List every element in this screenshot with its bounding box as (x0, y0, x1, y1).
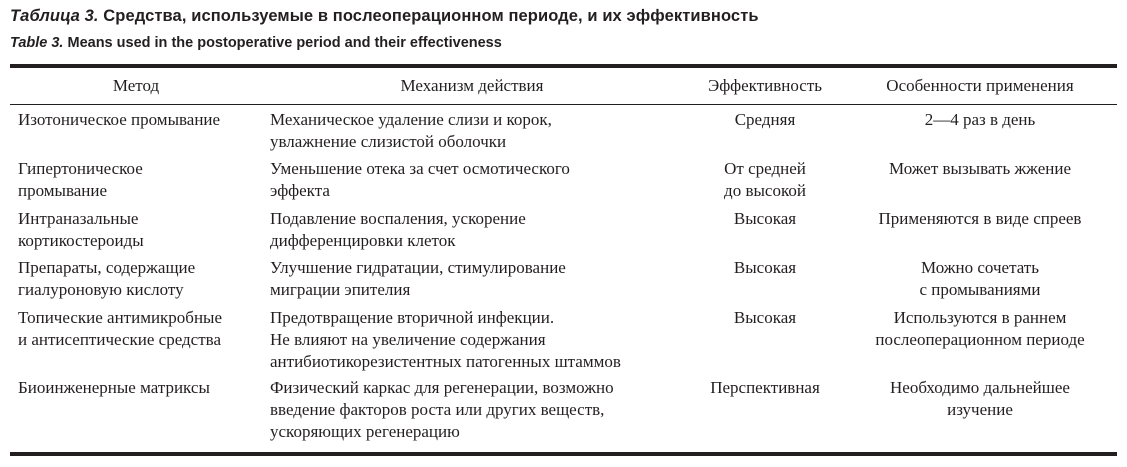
cell-effectiveness: Высокая (733, 209, 797, 228)
cell-method: гиалуроновую кислоту (18, 280, 184, 299)
column-header-features: Особенности применения (886, 76, 1074, 95)
caption-text-ru: Средства, используемые в послеоперационном периоде, и их эффективность (98, 7, 759, 25)
table-header-rule (10, 104, 1117, 105)
cell-features: 2—4 раз в день (924, 110, 1036, 129)
cell-method: Изотоническое промывание (18, 110, 221, 129)
column-header-mechanism: Механизм действия (400, 76, 544, 95)
cell-method: Препараты, содержащие (18, 258, 196, 277)
cell-features: Может вызывать жжение (889, 159, 1071, 178)
cell-mechanism: Предотвращение вторичной инфекции. (270, 308, 555, 327)
table-bottom-rule (10, 452, 1117, 456)
cell-features: послеоперационном периоде (875, 330, 1085, 349)
cell-mechanism: эффекта (270, 181, 330, 200)
cell-mechanism: Уменьшение отека за счет осмотического (270, 159, 570, 178)
cell-features: Необходимо дальнейшее (890, 378, 1070, 397)
cell-mechanism: Улучшение гидратации, стимулирование (270, 258, 566, 277)
cell-effectiveness: От средней (724, 159, 806, 178)
cell-mechanism: увлажнение слизистой оболочки (270, 132, 507, 151)
cell-method: промывание (18, 181, 108, 200)
cell-mechanism: Не влияют на увеличение содержания (270, 330, 546, 349)
cell-features: Применяются в виде спреев (878, 209, 1082, 228)
cell-effectiveness: Высокая (733, 308, 797, 327)
cell-mechanism: Подавление воспаления, ускорение (270, 209, 526, 228)
cell-effectiveness: до высокой (724, 181, 806, 200)
cell-features: изучение (947, 400, 1013, 419)
table-caption-ru (10, 7, 759, 26)
caption-label-en: Table 3. (10, 35, 64, 51)
column-header-method: Метод (112, 76, 160, 95)
cell-method: Топические антимикробные (18, 308, 223, 327)
caption-label-ru: Таблица 3. (10, 7, 99, 25)
column-header-effectiveness: Эффективность (707, 76, 823, 95)
cell-features: Можно сочетать (921, 258, 1039, 277)
cell-effectiveness: Перспективная (710, 378, 820, 397)
caption-text-en: Means used in the postoperative period and their effectiveness (63, 35, 502, 51)
cell-features: Используются в раннем (893, 308, 1067, 327)
cell-effectiveness: Средняя (734, 110, 796, 129)
cell-effectiveness: Высокая (733, 258, 797, 277)
cell-features: с промываниями (919, 280, 1041, 299)
cell-mechanism: введение факторов роста или других веществ, (270, 400, 605, 419)
cell-mechanism: дифференцировки клеток (270, 231, 456, 250)
cell-method: Интраназальные (18, 209, 139, 228)
cell-method: кортикостероиды (18, 231, 144, 250)
cell-mechanism: миграции эпителия (270, 280, 411, 299)
table-caption-en (10, 35, 502, 51)
cell-mechanism: антибиотикорезистентных патогенных штаммов (270, 352, 621, 371)
cell-mechanism: Физический каркас для регенерации, возможно (270, 378, 614, 397)
cell-method: Биоинженерные матриксы (18, 378, 210, 397)
cell-method: и антисептические средства (18, 330, 221, 349)
table-top-rule (10, 64, 1117, 68)
cell-method: Гипертоническое (18, 159, 143, 178)
cell-mechanism: ускоряющих регенерацию (270, 422, 460, 441)
cell-mechanism: Механическое удаление слизи и корок, (270, 110, 552, 129)
